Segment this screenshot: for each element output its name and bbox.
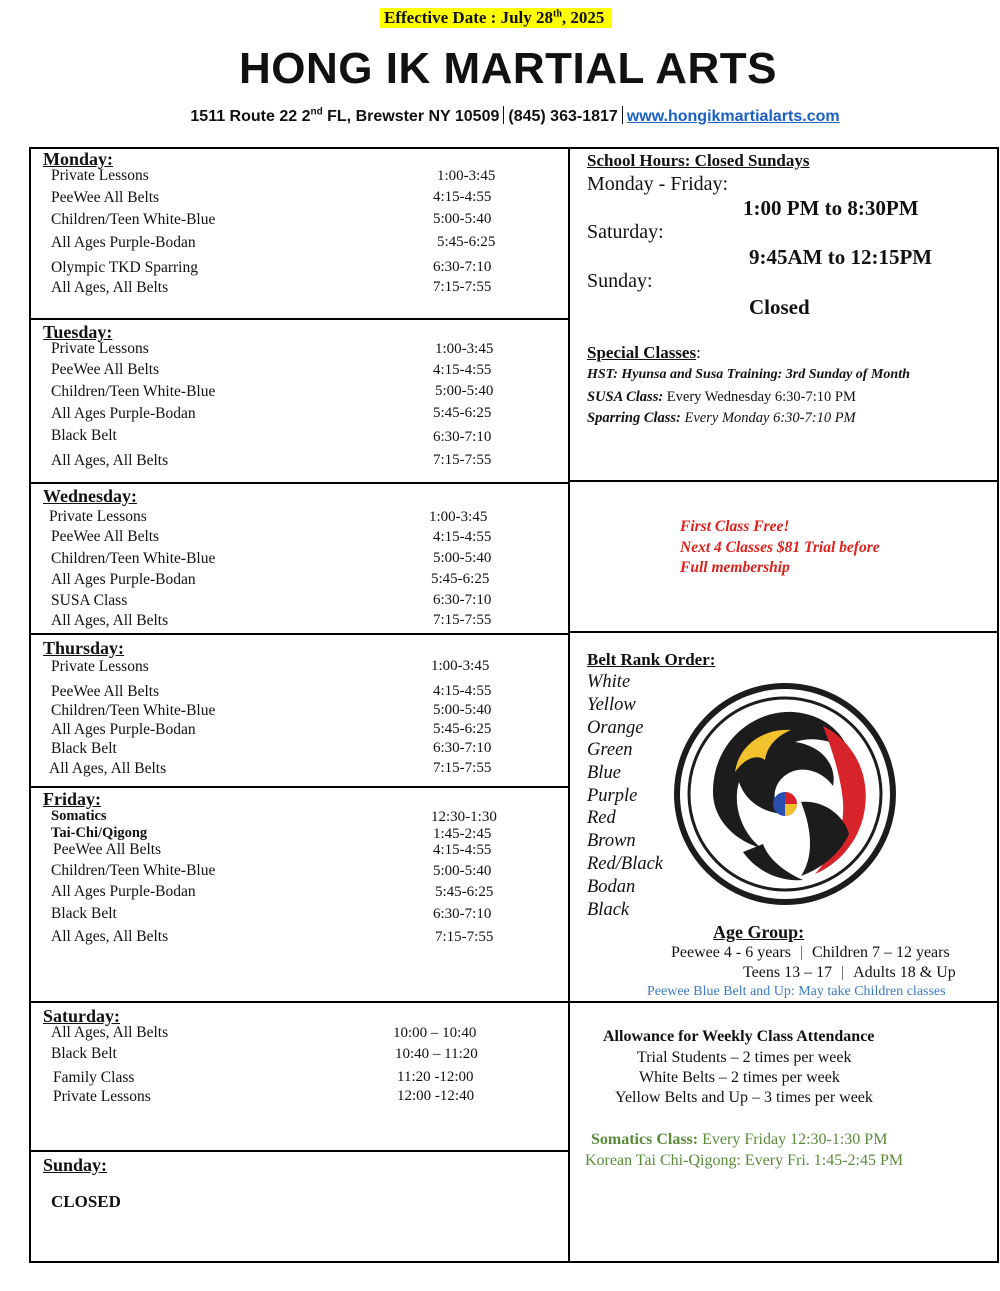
class-time: 10:40 – 11:20	[395, 1046, 478, 1062]
allowance-white: White Belts – 2 times per week	[639, 1069, 840, 1086]
contact-line	[0, 106, 1000, 126]
promo-line-3: Full membership	[680, 559, 790, 576]
class-name: All Ages Purple-Bodan	[51, 721, 196, 738]
class-time: 4:15-4:55	[433, 842, 492, 858]
class-name: All Ages, All Belts	[51, 612, 169, 629]
class-time: 1:00-3:45	[437, 168, 496, 184]
class-time: 6:30-7:10	[433, 592, 492, 608]
class-time: 5:45-6:25	[437, 234, 496, 250]
belt-item: Blue	[587, 763, 621, 783]
somatics-class-note: Somatics Class: Every Friday 12:30-1:30 PM	[591, 1131, 888, 1148]
susa-note: SUSA Class: Every Wednesday 6:30-7:10 PM	[587, 389, 856, 405]
class-time: 5:45-6:25	[433, 405, 492, 421]
class-name: Private Lessons	[49, 508, 147, 525]
class-name: Private Lessons	[51, 658, 149, 675]
day-thursday: Thursday:	[43, 638, 125, 658]
belt-item: Red	[587, 808, 616, 828]
effective-date: Effective Date : July 28th, 2025	[380, 8, 612, 28]
day-monday: Monday:	[43, 149, 114, 169]
class-time: 6:30-7:10	[433, 259, 492, 275]
website-link[interactable]: www.hongikmartialarts.com	[626, 108, 840, 125]
class-name: All Ages Purple-Bodan	[51, 405, 196, 422]
class-name: Children/Teen White-Blue	[51, 211, 216, 228]
class-time: 6:30-7:10	[433, 429, 492, 445]
sunday-time: Closed	[749, 295, 810, 319]
allowance-title: Allowance for Weekly Class Attendance	[603, 1028, 875, 1045]
allowance-trial: Trial Students – 2 times per week	[637, 1049, 852, 1066]
belt-item: Black	[587, 900, 630, 920]
class-name: Black Belt	[51, 905, 117, 922]
belt-item: Purple	[587, 786, 638, 806]
class-name: PeeWee All Belts	[51, 528, 160, 545]
phone: (845) 363-1817	[508, 108, 618, 125]
class-name: Black Belt	[51, 1045, 117, 1062]
class-name: Black Belt	[51, 427, 117, 444]
class-name: Children/Teen White-Blue	[51, 862, 216, 879]
class-name: All Ages, All Belts	[51, 279, 169, 296]
class-name: All Ages, All Belts	[51, 1024, 169, 1041]
class-time: 5:45-6:25	[435, 884, 494, 900]
class-time: 12:00 -12:40	[397, 1088, 475, 1104]
belt-item: Yellow	[587, 695, 636, 715]
belt-item: White	[587, 672, 631, 692]
class-time: 6:30-7:10	[433, 740, 492, 756]
class-time: 5:00-5:40	[433, 702, 492, 718]
class-name: PeeWee All Belts	[51, 683, 160, 700]
school-hours-title: School Hours: Closed Sundays	[587, 151, 810, 170]
sunday-closed: CLOSED	[51, 1192, 121, 1211]
special-classes-heading: Special Classes:	[587, 343, 701, 362]
class-time: 12:30-1:30	[431, 809, 497, 825]
class-name: PeeWee All Belts	[51, 189, 160, 206]
class-name: SUSA Class	[51, 592, 128, 609]
day-sunday: Sunday:	[43, 1155, 108, 1175]
class-name: All Ages Purple-Bodan	[51, 571, 196, 588]
hst-note: HST: Hyunsa and Susa Training: 3rd Sunday of Month	[587, 367, 910, 382]
taichi-class-note: Korean Tai Chi-Qigong: Every Fri. 1:45-2:45 PM	[585, 1152, 904, 1169]
promo-line-2: Next 4 Classes $81 Trial before	[680, 539, 880, 556]
class-time: 5:00-5:40	[433, 863, 492, 879]
class-time: 10:00 – 10:40	[393, 1025, 477, 1041]
belt-item: Red/Black	[587, 854, 664, 874]
class-time: 5:00-5:40	[433, 550, 492, 566]
day-saturday: Saturday:	[43, 1006, 121, 1026]
weekday-label: Monday - Friday:	[587, 173, 729, 195]
sparring-note: Sparring Class: Every Monday 6:30-7:10 PM	[587, 410, 856, 426]
belt-item: Brown	[587, 831, 636, 851]
class-name: Tai-Chi/Qigong	[51, 825, 148, 841]
class-name: All Ages, All Belts	[51, 452, 169, 469]
sunday-label: Sunday:	[587, 270, 653, 292]
class-name: All Ages Purple-Bodan	[51, 234, 196, 251]
class-name: Children/Teen White-Blue	[51, 702, 216, 719]
class-time: 4:15-4:55	[433, 683, 492, 699]
class-name: Black Belt	[51, 740, 117, 757]
weekday-time: 1:00 PM to 8:30PM	[743, 196, 919, 220]
class-time: 4:15-4:55	[433, 362, 492, 378]
dragon-logo-icon	[673, 682, 897, 906]
address: 1511 Route 22 2nd FL, Brewster NY 10509	[190, 106, 500, 125]
age-line-1: Peewee 4 - 6 years Children 7 – 12 years	[671, 944, 950, 961]
belt-item: Orange	[587, 718, 644, 738]
class-time: 4:15-4:55	[433, 529, 492, 545]
promo-line-1: First Class Free!	[680, 518, 790, 535]
class-time: 4:15-4:55	[433, 189, 492, 205]
class-name: Family Class	[53, 1069, 135, 1086]
age-line-2: Teens 13 – 17 Adults 18 & Up	[743, 964, 956, 981]
class-name: All Ages Purple-Bodan	[51, 883, 196, 900]
class-time: 7:15-7:55	[433, 612, 492, 628]
class-time: 6:30-7:10	[433, 906, 492, 922]
class-name: Children/Teen White-Blue	[51, 383, 216, 400]
class-time: 7:15-7:55	[433, 452, 492, 468]
class-name: PeeWee All Belts	[51, 361, 160, 378]
class-time: 1:00-3:45	[429, 509, 488, 525]
class-time: 5:00-5:40	[435, 383, 494, 399]
class-time: 7:15-7:55	[433, 279, 492, 295]
class-name: Olympic TKD Sparring	[51, 259, 198, 276]
belt-rank-title: Belt Rank Order:	[587, 650, 716, 669]
class-name: PeeWee All Belts	[53, 841, 162, 858]
class-time: 1:45-2:45	[433, 826, 492, 842]
class-time: 7:15-7:55	[433, 760, 492, 776]
class-time: 11:20 -12:00	[397, 1069, 474, 1085]
class-time: 1:00-3:45	[435, 341, 494, 357]
allowance-yellow: Yellow Belts and Up – 3 times per week	[615, 1089, 873, 1106]
class-name: Somatics	[51, 808, 107, 824]
class-time: 1:00-3:45	[431, 658, 490, 674]
day-friday: Friday:	[43, 789, 101, 809]
saturday-time: 9:45AM to 12:15PM	[749, 245, 933, 269]
day-tuesday: Tuesday:	[43, 322, 113, 342]
age-note: Peewee Blue Belt and Up: May take Children classes	[647, 984, 946, 999]
page-title: HONG IK MARTIAL ARTS	[239, 44, 777, 93]
belt-item: Bodan	[587, 877, 636, 897]
class-time: 5:45-6:25	[433, 721, 492, 737]
class-time: 7:15-7:55	[435, 929, 494, 945]
saturday-label: Saturday:	[587, 221, 664, 243]
age-group-title: Age Group:	[713, 922, 805, 942]
class-name: All Ages, All Belts	[51, 928, 169, 945]
class-name: All Ages, All Belts	[49, 760, 167, 777]
belt-item: Green	[587, 740, 633, 760]
class-name: Private Lessons	[51, 340, 149, 357]
class-time: 5:00-5:40	[433, 211, 492, 227]
class-name: Private Lessons	[51, 167, 149, 184]
class-name: Private Lessons	[53, 1088, 151, 1105]
day-wednesday: Wednesday:	[43, 486, 138, 506]
class-time: 5:45-6:25	[431, 571, 490, 587]
class-name: Children/Teen White-Blue	[51, 550, 216, 567]
